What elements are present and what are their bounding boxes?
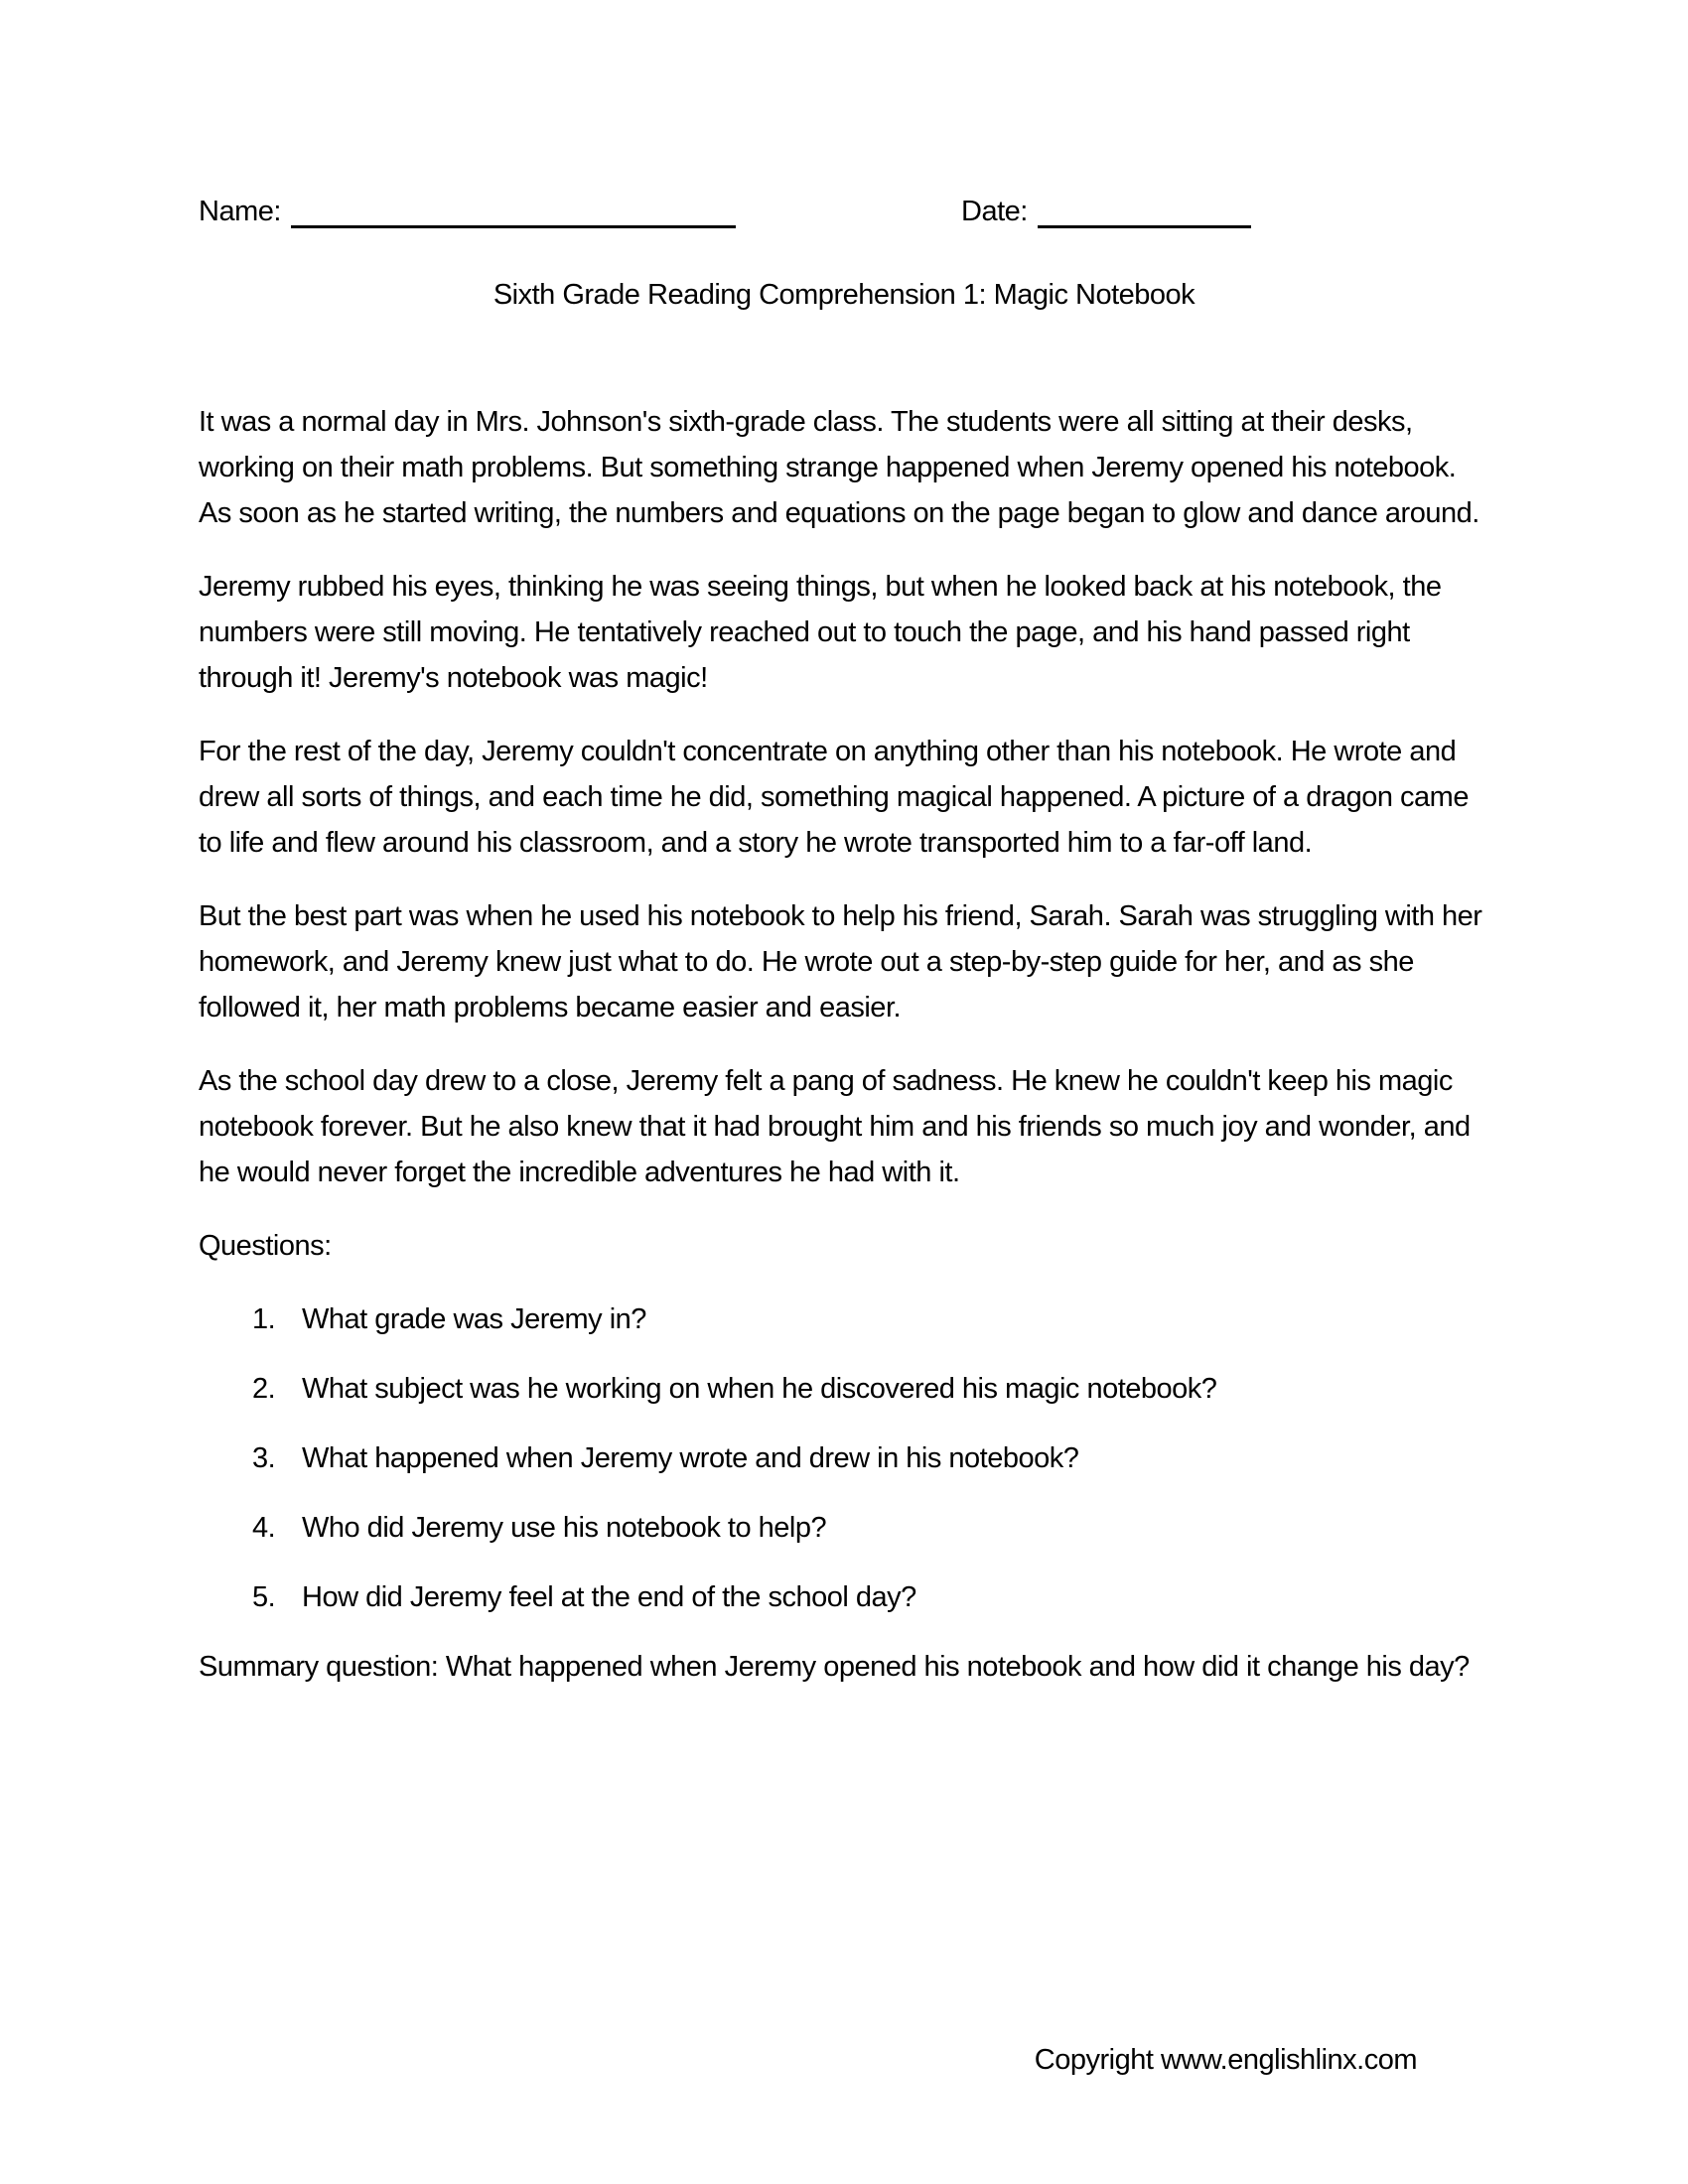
date-label: Date: <box>961 196 1028 227</box>
passage-paragraph: For the rest of the day, Jeremy couldn't concentrate on anything other than his notebook. He wrote and drew all sorts of things, and each time he did, something magical happened. A picture of a dragon came to life and flew around his classroom, and a story he wrote transported him to a far-off land. <box>199 736 1469 859</box>
question-item <box>199 1574 1489 1620</box>
question-item <box>199 1505 1489 1551</box>
question-text: How did Jeremy feel at the end of the school day? <box>302 1581 916 1613</box>
question-number: 3. <box>252 1442 276 1474</box>
question-text: What subject was he working on when he discovered his magic notebook? <box>302 1373 1217 1405</box>
question-number: 1. <box>252 1303 276 1335</box>
questions-section <box>199 1223 1489 1690</box>
name-blank-line[interactable] <box>291 199 736 228</box>
date-group <box>961 189 1251 234</box>
questions-heading: Questions: <box>199 1230 332 1262</box>
reading-passage <box>199 399 1489 1195</box>
question-item <box>199 1435 1489 1481</box>
question-text: What grade was Jeremy in? <box>302 1303 646 1335</box>
question-text: Who did Jeremy use his notebook to help? <box>302 1512 827 1544</box>
passage-paragraph: Jeremy rubbed his eyes, thinking he was seeing things, but when he looked back at his notebook, the numbers were still moving. He tentatively reached out to touch the page, and his hand passed right through it! Jeremy's notebook was magic! <box>199 571 1442 694</box>
question-number: 5. <box>252 1581 276 1613</box>
question-text: What happened when Jeremy wrote and drew in his notebook? <box>302 1442 1079 1474</box>
question-item <box>199 1366 1489 1412</box>
question-number: 2. <box>252 1373 276 1405</box>
question-item <box>199 1297 1489 1342</box>
question-number: 4. <box>252 1512 276 1544</box>
passage-paragraph: As the school day drew to a close, Jeremy felt a pang of sadness. He knew he couldn't keep his magic notebook forever. But he also knew that it had brought him and his friends so much joy and wonder, and he would never forget the incredible adventures he had with it. <box>199 1065 1471 1188</box>
passage-paragraph: It was a normal day in Mrs. Johnson's sixth-grade class. The students were all sitting at their desks, working on their math problems. But something strange happened when Jeremy opened his notebook. As soon as he started writing, the numbers and equations on the page began to glow and dance around. <box>199 406 1479 529</box>
name-label: Name: <box>199 196 281 227</box>
summary-question: Summary question: What happened when Jeremy opened his notebook and how did it change his day? <box>199 1651 1470 1683</box>
name-date-row <box>199 189 1489 234</box>
date-blank-line[interactable] <box>1038 199 1251 228</box>
page-title: Sixth Grade Reading Comprehension 1: Magic Notebook <box>492 279 1196 311</box>
copyright-notice: Copyright www.englishlinx.com <box>1034 2044 1417 2076</box>
passage-paragraph: But the best part was when he used his notebook to help his friend, Sarah. Sarah was struggling with her homework, and Jeremy knew just what to do. He wrote out a step-by-step guide for her, and as she followed it, her math problems became easier and easier. <box>199 900 1482 1024</box>
